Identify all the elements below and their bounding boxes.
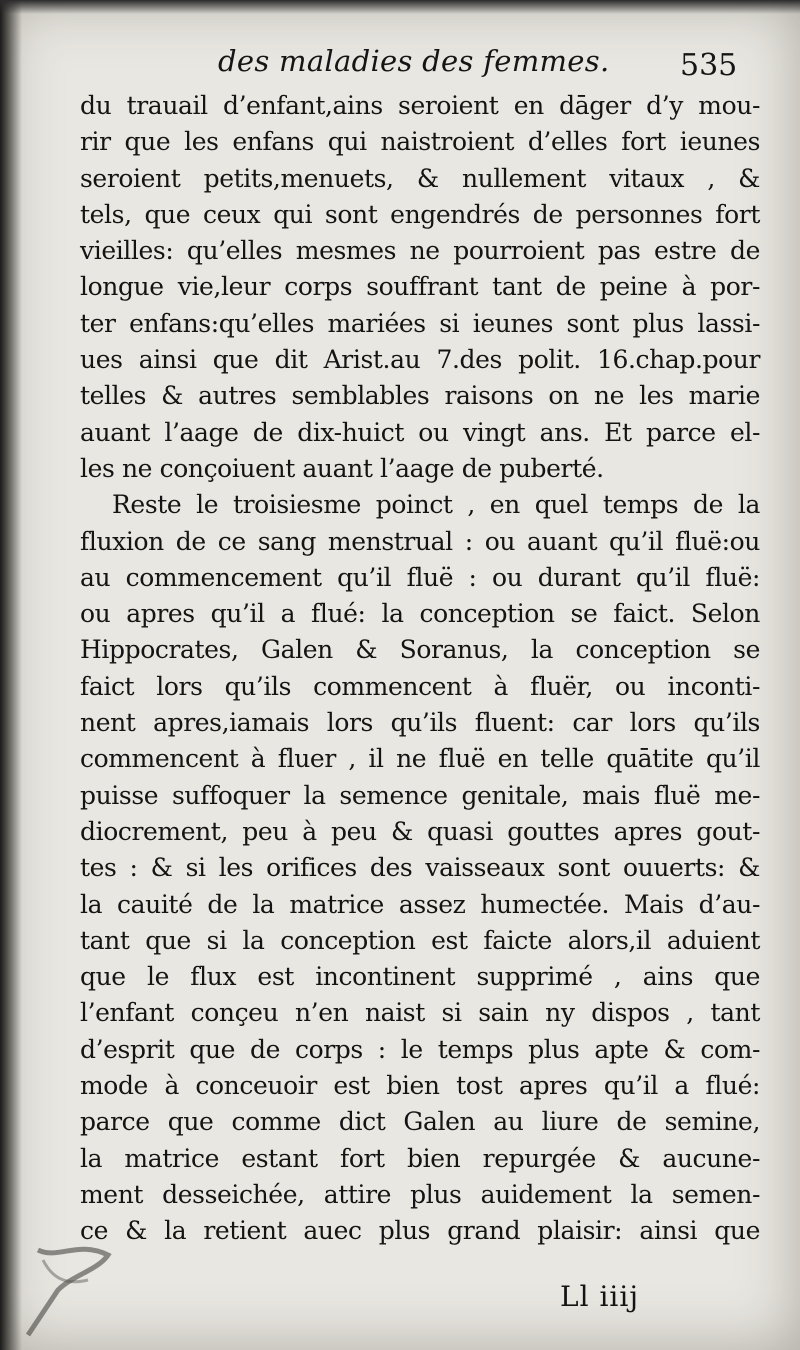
text-line: la cauité de la matrice assez humectée. Mais d’au- [80,889,760,919]
running-title: des maladies des femmes. [218,44,610,78]
text-line: les ne conçoiuent auant l’aage de puberté. [80,453,604,483]
text-line: du trauail d’enfant,ains seroient en dāger d’y mou- [80,91,760,120]
text-line: tant que si la conception est faicte alors,il aduient [80,925,760,955]
text-line: faict lors qu’ils commencent à fluër, ou inconti- [80,671,760,701]
page-number: 535 [680,48,738,83]
text-line: auant l’aage de dix-huict ou vingt ans. Et parce el- [80,417,760,447]
text-line: tes : & si les orifices des vaisseaux sont ouuerts: & [80,853,760,883]
text-line: que le flux est incontinent supprimé , ains que [80,962,760,992]
page-header [0,40,800,90]
page-top-shadow [0,0,800,14]
text-line: vieilles: qu’elles mesmes ne pourroient pas estre de [80,236,760,266]
text-line: au commencement qu’il fluë : ou durant qu’il fluë: [80,562,760,592]
text-line: seroient petits,menuets, & nullement vitaux , & [80,163,760,193]
text-line: ou apres qu’il a flué: la conception se faict. Selon [80,599,760,629]
page-gutter-shadow [0,0,22,1350]
text-line: tels, que ceux qui sont engendrés de personnes fort [80,199,760,229]
text-line: puisse suffoquer la semence genitale, mais fluë me- [80,780,760,810]
text-line: d’esprit que de corps : le temps plus apte & com- [80,1034,760,1064]
text-line: la matrice estant fort bien repurgée & aucune- [80,1143,760,1173]
text-line: ter enfans:qu’elles mariées si ieunes sont plus lassi- [80,308,760,338]
text-line: longue vie,leur corps souffrant tant de peine à por- [80,272,760,302]
text-line: Reste le troisiesme poinct , en quel temps de la [112,490,760,520]
ink-stain-mark [18,1230,138,1340]
text-line: l’enfant conçeu n’en naist si sain ny dispos , tant [80,998,760,1028]
body-text [80,88,760,1250]
text-line: mode à conceuoir est bien tost apres qu’il a flué: [80,1071,760,1101]
text-line: parce que comme dict Galen au liure de semine, [80,1107,760,1137]
text-line: commencent à fluer , il ne fluë en telle quātite qu’il [80,744,760,774]
text-line: telles & autres semblables raisons on ne les marie [80,381,760,411]
text-line: rir que les enfans qui naistroient d’elles fort ieunes [80,127,760,157]
text-line: diocrement, peu à peu & quasi gouttes apres gout- [80,816,760,846]
text-line: ce & la retient auec plus grand plaisir: ainsi que [80,1216,760,1246]
text-line: ues ainsi que dit Arist.au 7.des polit. 16.chap.pour [80,345,760,375]
text-line: fluxion de ce sang menstrual : ou auant qu’il fluë:ou [80,526,760,556]
text-line: ment desseichée, attire plus auidement la semen- [80,1179,760,1209]
signature-mark: Ll iiij [560,1280,639,1313]
text-line: nent apres,iamais lors qu’ils fluent: car lors qu’ils [80,708,760,738]
text-line: Hippocrates, Galen & Soranus, la conception se [80,635,760,665]
